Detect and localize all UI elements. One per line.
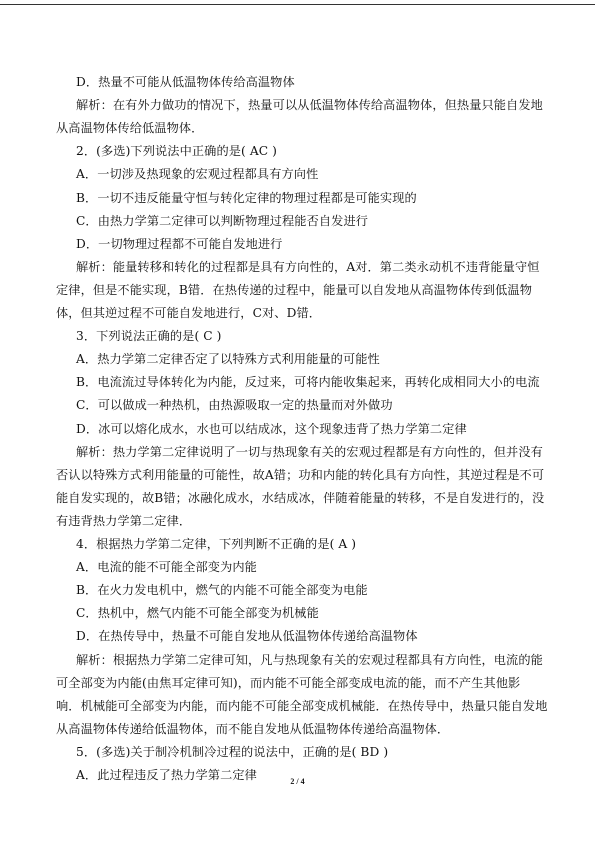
text-line: 4．根据热力学第二定律，下列判断不正确的是( A )	[76, 537, 357, 551]
text-line: 3．下列说法正确的是( C )	[76, 329, 222, 344]
text-line: D．在热传导中，热量不可能自发地从低温物体传递给高温物体	[76, 629, 418, 644]
text-line: 从高温物体传递给低温物体，而不能自发地从低温物体传递给高温物体．	[56, 721, 450, 736]
text-line: 体，但其逆过程不可能自发地进行，C对、D错．	[56, 306, 322, 320]
text-line: A．热力学第二定律否定了以特殊方式利用能量的可能性	[76, 352, 380, 367]
text-line: B．电流流过导体转化为内能，反过来，可将内能收集起来，再转化成相同大小的电流	[76, 375, 540, 390]
text-line: A．此过程违反了热力学第二定律	[76, 768, 257, 782]
text-line: D．冰可以熔化成水，水也可以结成冰，这个现象违背了热力学第二定律	[76, 421, 467, 436]
text-line: B．一切不违反能量守恒与转化定律的物理过程都是可能实现的	[76, 190, 417, 205]
text-line: A．电流的能不可能全部变为内能	[76, 560, 257, 575]
text-line: 解析：在有外力做功的情况下，热量可以从低温物体传给高温物体，但热量只能自发地	[76, 98, 543, 113]
text-line: D．热量不可能从低温物体传给高温物体	[76, 75, 295, 89]
text-line: A．一切涉及热现象的宏观过程都具有方向性	[76, 167, 319, 182]
text-line: C．由热力学第二定律可以判断物理过程能否自发进行	[76, 213, 369, 228]
text-line: 5．(多选)关于制冷机制冷过程的说法中，正确的是( BD )	[76, 744, 389, 759]
text-line: 否认以特殊方式利用能量的可能性，故A错；功和内能的转化具有方向性，其逆过程是不可	[56, 467, 545, 482]
text-line: 解析：热力学第二定律说明了一切与热现象有关的宏观过程都是有方向性的，但并没有	[76, 444, 543, 459]
text-line: 定律，但是不能实现，B错．在热传递的过程中，能量可以自发地从高温物体传到低温物	[56, 282, 532, 297]
text-line: 能自发实现的，故B错；冰融化成水，水结成冰，伴随着能量的转移，不是自发进行的，没	[56, 490, 545, 505]
text-line: 从高温物体传给低温物体．	[56, 121, 204, 136]
page-number: 2 / 4	[290, 777, 305, 786]
text-line: 2．(多选)下列说法中正确的是( AC )	[76, 144, 277, 159]
text-line: D．一切物理过程都不可能自发地进行	[76, 236, 283, 251]
text-line: B．在火力发电机中，燃气的内能不可能全部变为电能	[76, 583, 368, 598]
text-line: C．热机中，燃气内能不可能全部变为机械能	[76, 606, 319, 621]
text-line: 响．机械能可全部变为内能，而内能不可能全部变成机械能．在热传导中，热量只能自发地	[56, 698, 548, 713]
text-line: 有违背热力学第二定律．	[56, 513, 192, 528]
text-line: C．可以做成一种热机，由热源吸取一定的热量而对外做功	[76, 398, 393, 413]
text-line: 可全部变为内能(由焦耳定律可知)，而内能不可能全部变成电流的能，而不产生其他影	[56, 675, 521, 690]
text-line: 解析：能量转移和转化的过程都是具有方向性的，A对．第二类永动机不违背能量守恒	[76, 259, 540, 274]
header-rule	[0, 4, 595, 5]
text-line: 解析：根据热力学第二定律可知，凡与热现象有关的宏观过程都具有方向性，电流的能	[76, 652, 543, 667]
